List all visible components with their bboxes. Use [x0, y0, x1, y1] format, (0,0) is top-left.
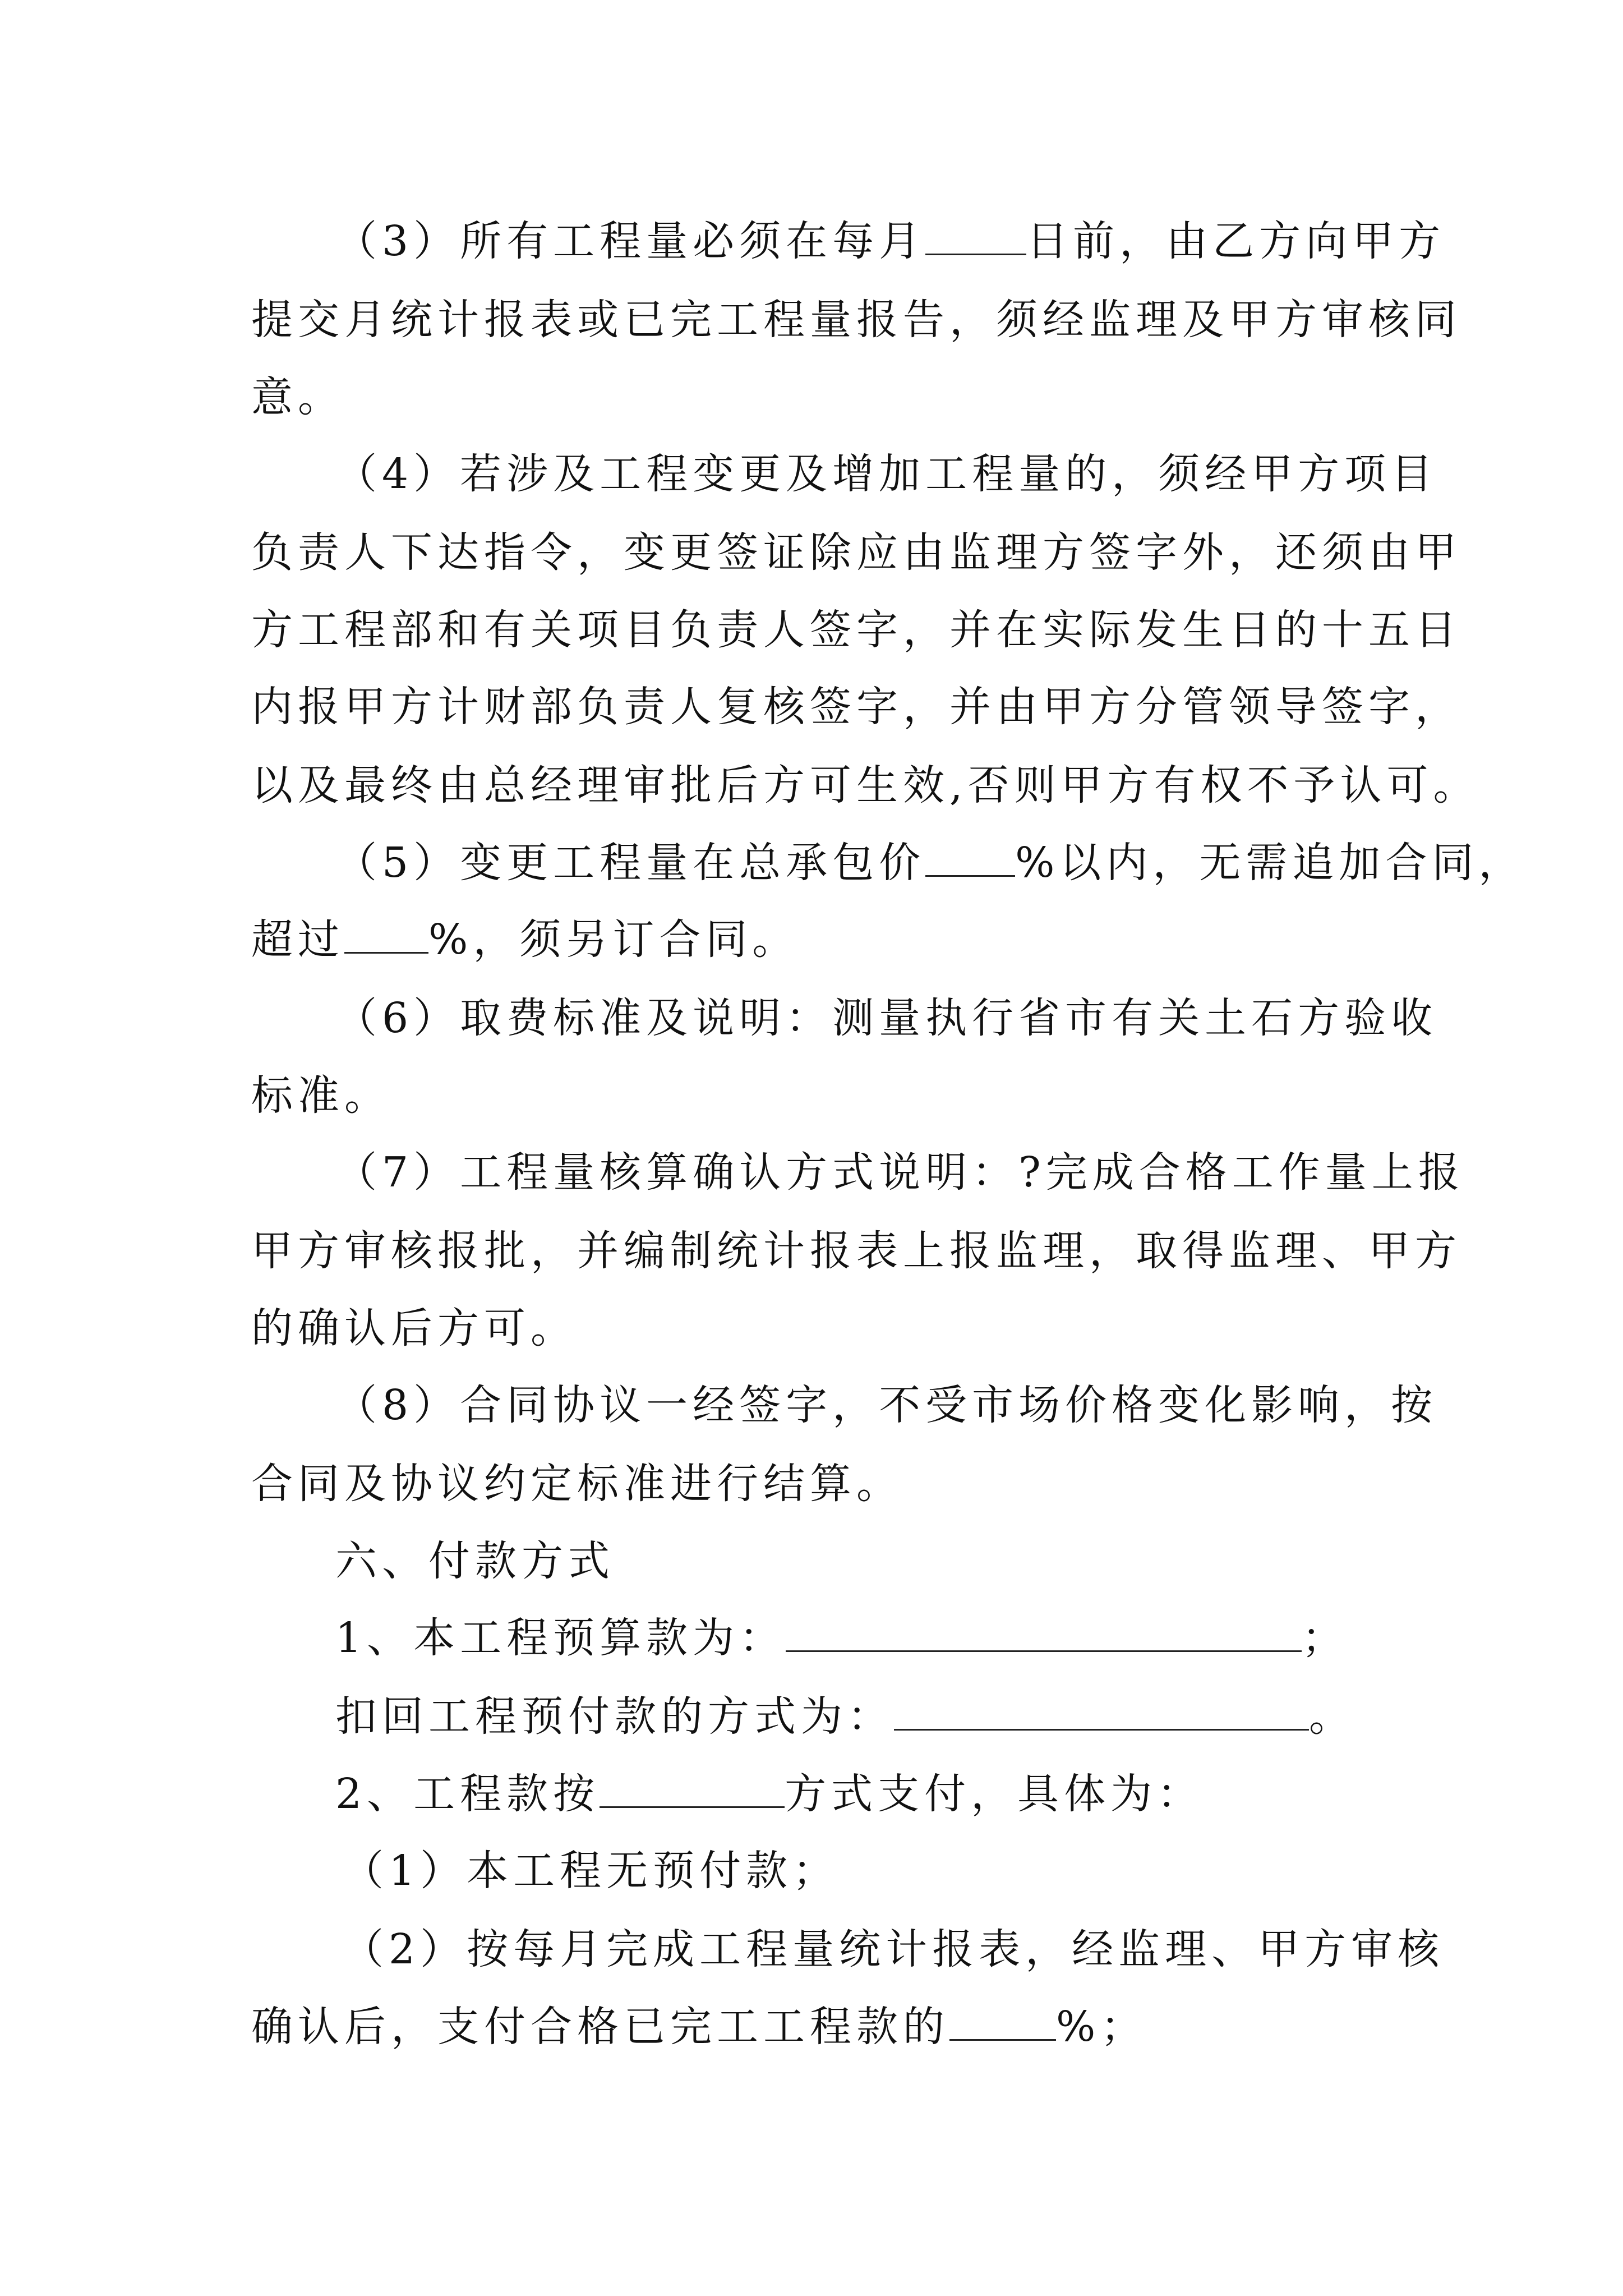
text: 超过 — [251, 915, 344, 964]
text: （5）变更工程量在总承包价 — [335, 839, 926, 887]
text: %以内，无需追加合同， — [1015, 839, 1525, 887]
section-heading-payment: 六、付款方式 — [335, 1537, 615, 1585]
budget-blank — [786, 1611, 1302, 1652]
advance-deduction-line — [335, 1688, 1395, 1745]
paragraph-7-line-1: （7）工程量核算确认方式说明：?完成合格工作量上报 — [335, 1148, 1465, 1197]
percent-blank — [949, 2000, 1056, 2041]
paragraph-7-line-3: 的确认后方可。 — [251, 1304, 577, 1352]
paragraph-3-line-2: 提交月统计报表或已完工程量报告，须经监理及甲方审核同 — [251, 296, 1461, 344]
payment-method-blank — [600, 1767, 785, 1808]
paragraph-3-line-1 — [335, 213, 1446, 269]
percent-blank — [344, 913, 428, 954]
text: %，须另订合同。 — [428, 915, 799, 964]
paragraph-5-line-2 — [251, 912, 1395, 968]
paragraph-6-line-2: 标准。 — [251, 1071, 391, 1120]
deduction-method-blank — [894, 1690, 1309, 1731]
paragraph-3-line-3: 意。 — [251, 373, 344, 421]
paragraph-4-line-3: 方工程部和有关项目负责人签字，并在实际发生日的十五日 — [251, 606, 1461, 654]
payment-item-1: （1）本工程无预付款； — [342, 1847, 840, 1895]
paragraph-8-line-1: （8）合同协议一经签字，不受市场价格变化影响，按 — [335, 1381, 1438, 1429]
text: %； — [1056, 2003, 1147, 2051]
paragraph-6-line-1: （6）取费标准及说明：测量执行省市有关土石方验收 — [335, 994, 1438, 1042]
text: 2、工程款按 — [335, 1770, 600, 1818]
text: 扣回工程预付款的方式为： — [335, 1692, 894, 1741]
payment-method-line — [335, 1766, 1395, 1822]
text: 方式支付，具体为： — [785, 1770, 1204, 1818]
text: 日前，由乙方向甲方 — [1026, 217, 1446, 265]
paragraph-4-line-1: （4）若涉及工程变更及增加工程量的，须经甲方项目 — [335, 450, 1438, 498]
text: 。 — [1309, 1692, 1355, 1741]
payment-item-2-line-2 — [251, 1999, 1395, 2055]
paragraph-4-line-4: 内报甲方计财部负责人复核签字，并由甲方分管领导签字， — [251, 683, 1461, 731]
paragraph-8-line-2: 合同及协议约定标准进行结算。 — [251, 1460, 903, 1508]
paragraph-7-line-2: 甲方审核报批，并编制统计报表上报监理，取得监理、甲方 — [251, 1227, 1461, 1275]
percent-blank — [925, 836, 1015, 877]
date-blank — [925, 214, 1026, 255]
paragraph-5-line-1 — [335, 835, 1525, 891]
text: （3）所有工程量必须在每月 — [335, 217, 926, 265]
text: ； — [1302, 1614, 1349, 1662]
budget-line — [335, 1610, 1395, 1666]
text: 确认后，支付合格已完工工程款的 — [251, 2003, 949, 2051]
payment-item-2-line-1: （2）按每月完成工程量统计报表，经监理、甲方审核 — [342, 1925, 1445, 1973]
paragraph-4-line-2: 负责人下达指令，变更签证除应由监理方签字外，还须由甲 — [251, 528, 1461, 577]
text: 1、本工程预算款为： — [335, 1614, 786, 1662]
paragraph-4-line-5: 以及最终由总经理审批后方可生效,否则甲方有权不予认可。 — [251, 761, 1480, 809]
